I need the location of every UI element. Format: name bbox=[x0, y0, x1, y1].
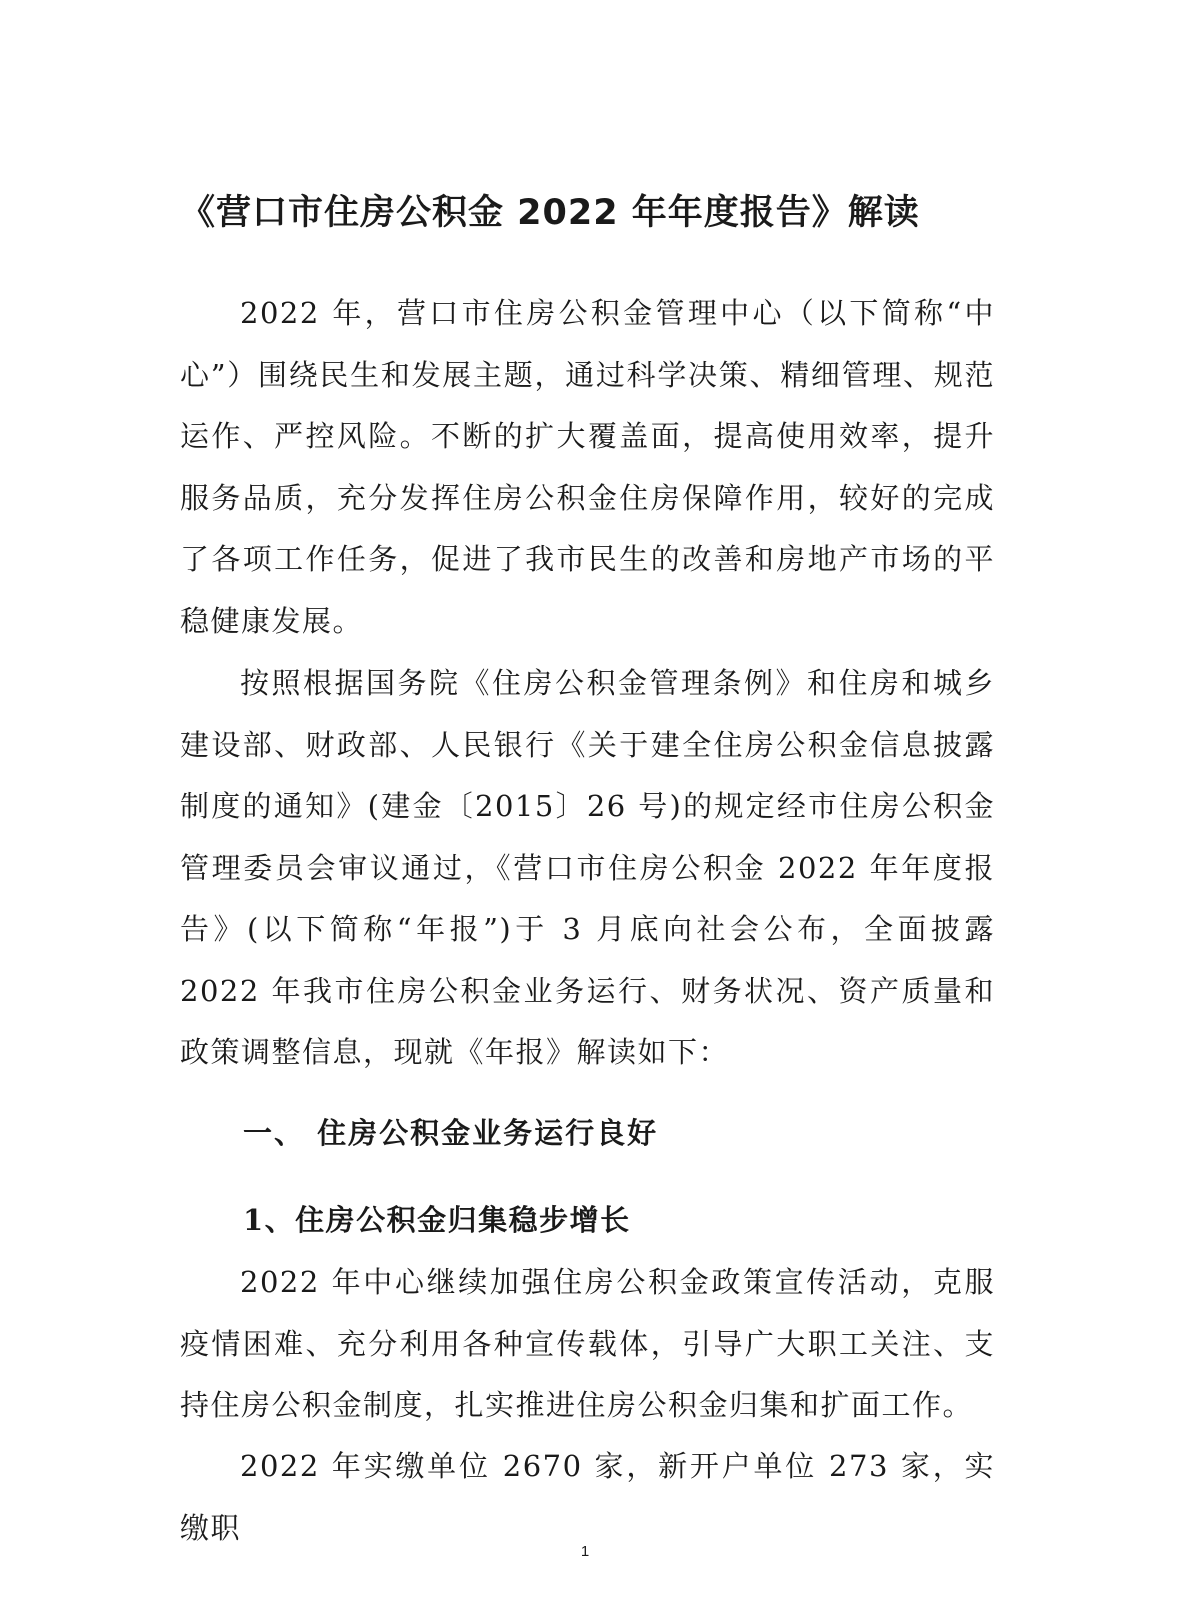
page-number: 1 bbox=[580, 1543, 590, 1560]
statistics-paragraph: 2022 年实缴单位 2670 家，新开户单位 273 家，实缴职 bbox=[180, 1449, 995, 1545]
subsection-heading: 1、住房公积金归集稳步增长 bbox=[243, 1203, 631, 1237]
collection-paragraph: 2022 年中心继续加强住房公积金政策宣传活动，克服疫情困难、充分利用各种宣传载体，引导广大职工关注、支持住房公积金制度，扎实推进住房公积金归集和扩面工作。 bbox=[180, 1265, 995, 1422]
section-heading: 一、 住房公积金业务运行良好 bbox=[243, 1116, 659, 1150]
intro-paragraph: 2022 年，营口市住房公积金管理中心（以下简称“中心”）围绕民生和发展主题，通过科学决策、精细管理、规范运作、严控风险。不断的扩大覆盖面，提高使用效率，提升服务品质，充分发挥住房公积金住房保障作用，较好的完成了各项工作任务，促进了我市民生的改善和房地产市场的平稳健康发展。 bbox=[180, 296, 995, 638]
document-title: 《营口市住房公积金 2022 年年度报告》解读 bbox=[180, 193, 920, 233]
basis-paragraph: 按照根据国务院《住房公积金管理条例》和住房和城乡建设部、财政部、人民银行《关于建全住房公积金信息披露制度的通知》(建金〔2015〕26 号)的规定经市住房公积金管理委员会审议通过，《营口市住房公积金 2022 年年度报告》(以下简称“年报”)于 3 月底向社会公布，全面披露 2022 年我市住房公积金业务运行、财务状况、资产质量和政策调整信息，现就《年报》解读如下： bbox=[180, 666, 995, 1069]
